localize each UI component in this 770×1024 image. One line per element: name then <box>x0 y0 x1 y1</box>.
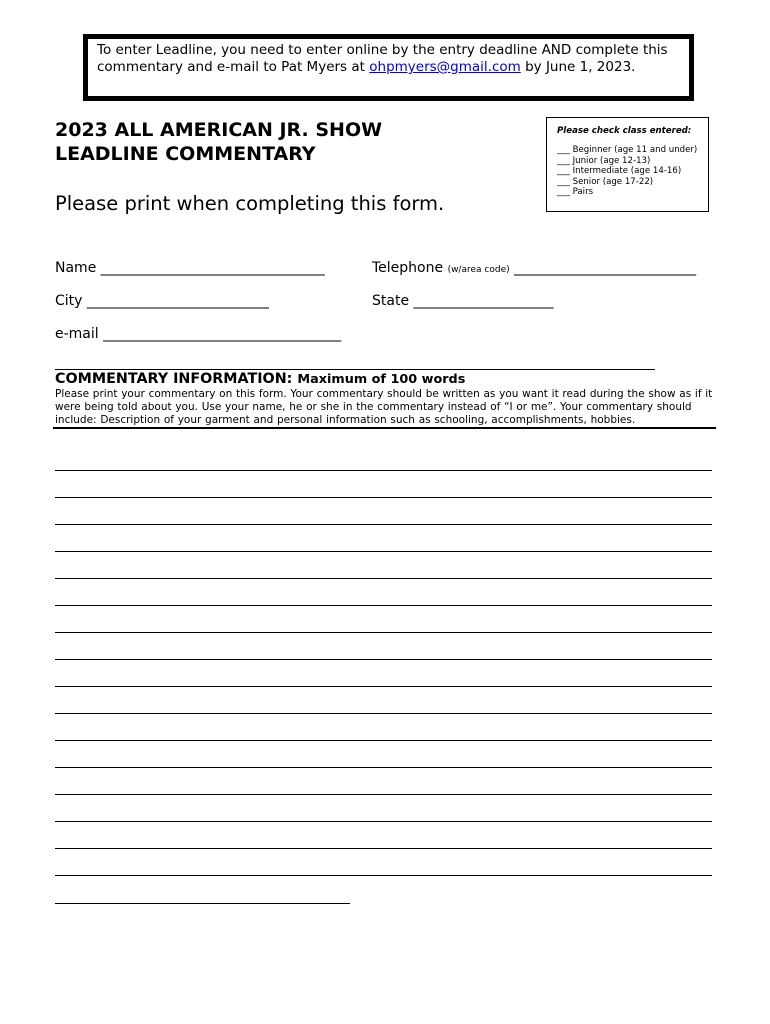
commentary-heading-label: COMMENTARY INFORMATION: <box>55 371 293 387</box>
commentary-line-1[interactable] <box>55 470 712 471</box>
page-title <box>55 118 382 166</box>
commentary-line-11[interactable] <box>55 740 712 741</box>
instructions-divider <box>53 427 716 429</box>
class-box-heading: Please check class entered: <box>557 126 692 136</box>
email-link[interactable]: ohpmyers@gmail.com <box>369 59 521 75</box>
entry-notice <box>83 34 694 101</box>
telephone-field[interactable] <box>372 260 696 276</box>
notice-text: To enter Leadline, you need to enter online by the entry deadline AND complete this commentary and e-mail to Pat Myers at <box>97 42 668 75</box>
print-instruction: Please print when completing this form. <box>55 192 445 215</box>
email-field[interactable]: e-mail __________________________________ <box>55 326 342 342</box>
commentary-line-6[interactable] <box>55 605 712 606</box>
commentary-line-8[interactable] <box>55 659 712 660</box>
notice-deadline: by June 1, 2023. <box>520 59 636 75</box>
class-option-beginner[interactable]: ___ Beginner (age 11 and under) <box>557 145 698 156</box>
telephone-note: (w/area code) <box>447 265 510 275</box>
telephone-label: Telephone <box>372 260 448 276</box>
class-selection-box <box>546 117 709 212</box>
telephone-line[interactable]: __________________________ <box>509 260 697 276</box>
commentary-line-4[interactable] <box>55 551 712 552</box>
commentary-line-17[interactable] <box>55 903 350 904</box>
word-limit: Maximum of 100 words <box>297 372 466 387</box>
class-option-senior[interactable]: ___ Senior (age 17-22) <box>557 176 654 187</box>
commentary-line-9[interactable] <box>55 686 712 687</box>
commentary-heading <box>55 371 465 387</box>
title-line-2: LEADLINE COMMENTARY <box>55 143 316 165</box>
commentary-instructions: Please print your commentary on this form. Your commentary should be written as you want it read during the show as if it were being told about you. Use your name, he or she in the commentary instead of “I or me”. Your commentary should include: Description of your garment and personal information such as schooling, accomplishments, hobbies. <box>55 388 713 426</box>
city-field[interactable]: City __________________________ <box>55 293 269 309</box>
title-line-1: 2023 ALL AMERICAN JR. SHOW <box>55 119 383 141</box>
commentary-line-14[interactable] <box>55 821 712 822</box>
commentary-line-15[interactable] <box>55 848 712 849</box>
commentary-line-3[interactable] <box>55 524 712 525</box>
class-option-intermediate[interactable]: ___ Intermediate (age 14-16) <box>557 166 682 177</box>
commentary-line-5[interactable] <box>55 578 712 579</box>
state-field[interactable]: State ____________________ <box>372 293 554 309</box>
commentary-line-12[interactable] <box>55 767 712 768</box>
section-divider <box>55 369 655 370</box>
commentary-line-13[interactable] <box>55 794 712 795</box>
class-option-junior[interactable]: ___ Junior (age 12-13) <box>557 155 651 166</box>
name-field[interactable]: Name ________________________________ <box>55 260 325 276</box>
commentary-line-16[interactable] <box>55 875 712 876</box>
commentary-line-10[interactable] <box>55 713 712 714</box>
commentary-line-2[interactable] <box>55 497 712 498</box>
commentary-line-7[interactable] <box>55 632 712 633</box>
class-option-pairs[interactable]: ___ Pairs <box>557 187 594 198</box>
